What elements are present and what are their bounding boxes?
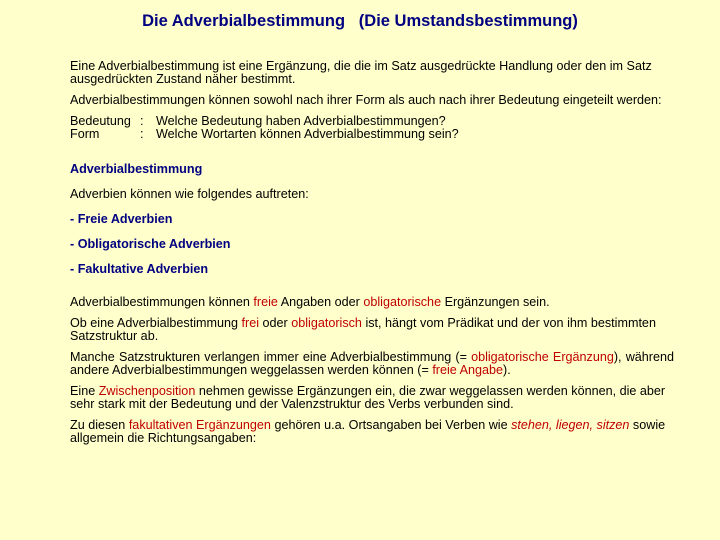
definition-paragraph: Eine Adverbialbestimmung ist eine Ergänzung, die die im Satz ausgedrückte Handlung oder den im Satz ausgedrückten Zustand näher bestimmt.	[70, 59, 652, 86]
text: oder	[259, 316, 292, 330]
text: ), während andere Adverbialbestimmungen weggelassen werden können (=	[70, 350, 675, 377]
text: gehören u.a. Ortsangaben bei Verben wie	[270, 418, 512, 432]
slide-content	[70, 60, 674, 453]
list-item-fakultative: - Fakultative Adverbien	[70, 262, 209, 276]
highlight-text: obligatorische Ergänzung	[471, 350, 614, 364]
text: Angaben oder	[277, 295, 364, 309]
highlight-text: frei	[241, 316, 260, 330]
classification-paragraph: Adverbialbestimmungen können sowohl nach ihrer Form als auch nach ihrer Bedeutung eingeteilt werden:	[70, 93, 662, 107]
list-item-obligatorische: - Obligatorische Adverbien	[70, 237, 231, 251]
highlight-text: obligatorische	[363, 295, 442, 309]
highlight-text: Zwischenposition	[98, 384, 196, 398]
definition-sep: :	[140, 127, 144, 141]
paragraph-zwischenposition	[70, 385, 674, 411]
paragraph-fakultative-ergaenzungen	[70, 419, 674, 445]
paragraph-satzstrukturen	[70, 351, 674, 377]
text: sowie allgemein die Richtungsangaben:	[70, 418, 666, 445]
highlight-text: freie	[253, 295, 278, 309]
text: ist, hängt vom Prädikat und der von ihm bestimmten Satzstruktur ab.	[70, 316, 656, 343]
text: Ob eine Adverbialbestimmung	[70, 316, 242, 330]
definition-key: Form	[70, 127, 100, 141]
highlight-text: freie Angabe	[432, 363, 504, 377]
slide-title: Die Adverbialbestimmung (Die Umstandsbestimmung)	[142, 12, 578, 30]
text: ).	[503, 363, 511, 377]
highlight-text: fakultativen Ergänzungen	[128, 418, 271, 432]
section-heading: Adverbialbestimmung	[70, 162, 203, 176]
text: Ergänzungen sein.	[441, 295, 550, 309]
text: Zu diesen	[70, 418, 129, 432]
definition-list	[70, 115, 674, 141]
paragraph-praedikat	[70, 317, 674, 343]
section-intro: Adverbien können wie folgendes auftreten:	[70, 187, 309, 201]
highlight-text: stehen, liegen,	[511, 418, 594, 432]
definition-value: Welche Bedeutung haben Adverbialbestimmungen?	[156, 114, 446, 128]
definition-sep: :	[140, 114, 144, 128]
text: Adverbialbestimmungen können	[70, 295, 254, 309]
definition-row-form	[70, 128, 674, 141]
highlight-text: sitzen	[593, 418, 630, 432]
text: nehmen gewisse Ergänzungen ein, die zwar weggelassen werden können, die aber sehr stark mit der Bedeutung und der Valenzstruktur des Verbs verbunden sind.	[70, 384, 666, 411]
list-item-freie: - Freie Adverbien	[70, 212, 173, 226]
definition-key: Bedeutung	[70, 114, 131, 128]
paragraph-angaben	[70, 296, 674, 309]
highlight-text: obligatorisch	[291, 316, 362, 330]
definition-value: Welche Wortarten können Adverbialbestimmung sein?	[156, 127, 459, 141]
text: Manche Satzstrukturen verlangen immer eine Adverbialbestimmung (=	[70, 350, 472, 364]
text: Eine	[70, 384, 99, 398]
